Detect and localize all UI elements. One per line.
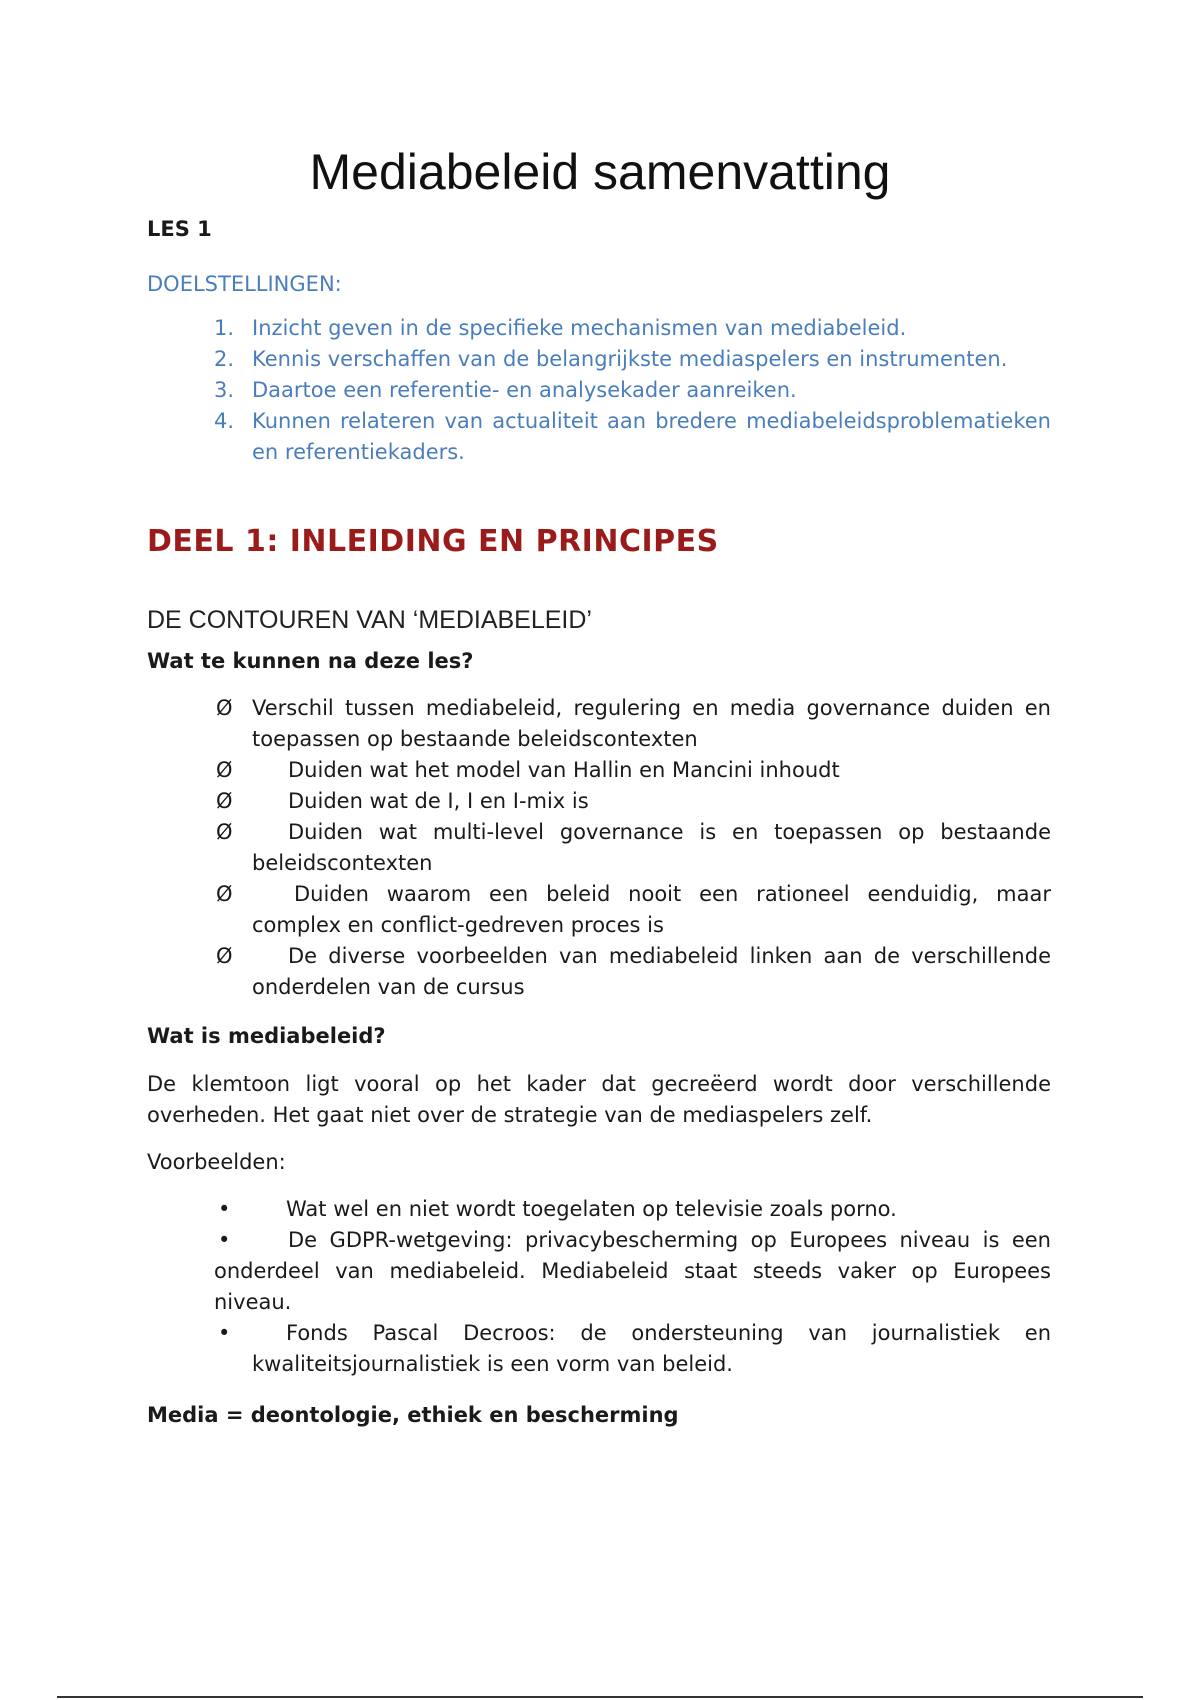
objective-item xyxy=(214,406,1051,468)
learning-goal-text: Duiden wat de I, I en I-mix is xyxy=(288,789,589,813)
example-item xyxy=(214,1318,1051,1380)
learning-goal-item xyxy=(214,941,1051,1003)
bullet-icon: • xyxy=(218,1197,231,1221)
arrow-bullet-icon: Ø xyxy=(216,820,233,844)
learning-goal-item xyxy=(214,786,1051,817)
learning-goal-item xyxy=(214,693,1051,755)
example-text: De GDPR-wetgeving: privacybescherming op Europees niveau is een onderdeel van mediabeleid. Mediabeleid staat steeds vaker op Europees niveau. xyxy=(214,1228,1051,1314)
arrow-bullet-icon: Ø xyxy=(216,882,233,906)
objectives-list xyxy=(214,313,1051,468)
objective-number: 1. xyxy=(214,316,235,340)
example-text: Fonds Pascal Decroos: de ondersteuning van journalistiek en kwaliteitsjournalistiek is een vorm van beleid. xyxy=(252,1321,1051,1376)
learning-goal-text: Duiden wat multi-level governance is en toepassen op bestaande beleidscontexten xyxy=(252,820,1051,875)
bullet-icon: • xyxy=(218,1228,231,1252)
learning-goals-list xyxy=(214,693,1051,1003)
objective-item xyxy=(214,375,1051,406)
learning-goals-heading: Wat te kunnen na deze les? xyxy=(147,649,474,673)
arrow-bullet-icon: Ø xyxy=(216,789,233,813)
objective-number: 3. xyxy=(214,378,235,402)
learning-goal-text: Duiden wat het model van Hallin en Mancini inhoudt xyxy=(288,758,840,782)
objective-text: Inzicht geven in de specifieke mechanismen van mediabeleid. xyxy=(252,316,907,340)
objectives-heading: DOELSTELLINGEN: xyxy=(147,272,342,296)
arrow-bullet-icon: Ø xyxy=(216,944,233,968)
learning-goal-item xyxy=(214,817,1051,879)
objective-text: Daartoe een referentie- en analysekader aanreiken. xyxy=(252,378,797,402)
objective-text: Kennis verschaffen van de belangrijkste mediaspelers en instrumenten. xyxy=(252,347,1008,371)
section-heading: DE CONTOUREN VAN ‘MEDIABELEID’ xyxy=(147,606,592,634)
definition-paragraph: De klemtoon ligt vooral op het kader dat gecreëerd wordt door verschillende overheden. Het gaat niet over de strategie van de mediaspelers zelf. xyxy=(147,1072,1051,1127)
learning-goal-text: De diverse voorbeelden van mediabeleid linken aan de verschillende onderdelen van de cursus xyxy=(252,944,1051,999)
examples-label: Voorbeelden: xyxy=(147,1150,286,1174)
media-heading: Media = deontologie, ethiek en bescherming xyxy=(147,1403,679,1427)
bullet-icon: • xyxy=(218,1321,231,1345)
arrow-bullet-icon: Ø xyxy=(216,758,233,782)
learning-goal-item xyxy=(214,879,1051,941)
example-text: Wat wel en niet wordt toegelaten op televisie zoals porno. xyxy=(286,1197,897,1221)
page-divider xyxy=(57,1696,1143,1698)
objective-number: 4. xyxy=(214,409,235,433)
objective-item xyxy=(214,344,1051,375)
example-item xyxy=(214,1194,1051,1225)
document-title: Mediabeleid samenvatting xyxy=(309,144,891,200)
part-heading: DEEL 1: INLEIDING EN PRINCIPES xyxy=(147,524,719,559)
examples-list xyxy=(214,1194,1051,1380)
learning-goal-item xyxy=(214,755,1051,786)
lesson-label: LES 1 xyxy=(147,217,212,241)
learning-goal-text: Duiden waarom een beleid nooit een rationeel eenduidig, maar complex en conflict-gedreven proces is xyxy=(252,882,1051,937)
objective-text: Kunnen relateren van actualiteit aan bredere mediabeleidsproblematieken en referentiekaders. xyxy=(252,409,1051,464)
objective-number: 2. xyxy=(214,347,235,371)
learning-goal-text: Verschil tussen mediabeleid, regulering en media governance duiden en toepassen op bestaande beleidscontexten xyxy=(252,696,1051,751)
example-item xyxy=(214,1225,1051,1318)
what-is-heading: Wat is mediabeleid? xyxy=(147,1024,386,1048)
objective-item xyxy=(214,313,1051,344)
arrow-bullet-icon: Ø xyxy=(216,696,233,720)
